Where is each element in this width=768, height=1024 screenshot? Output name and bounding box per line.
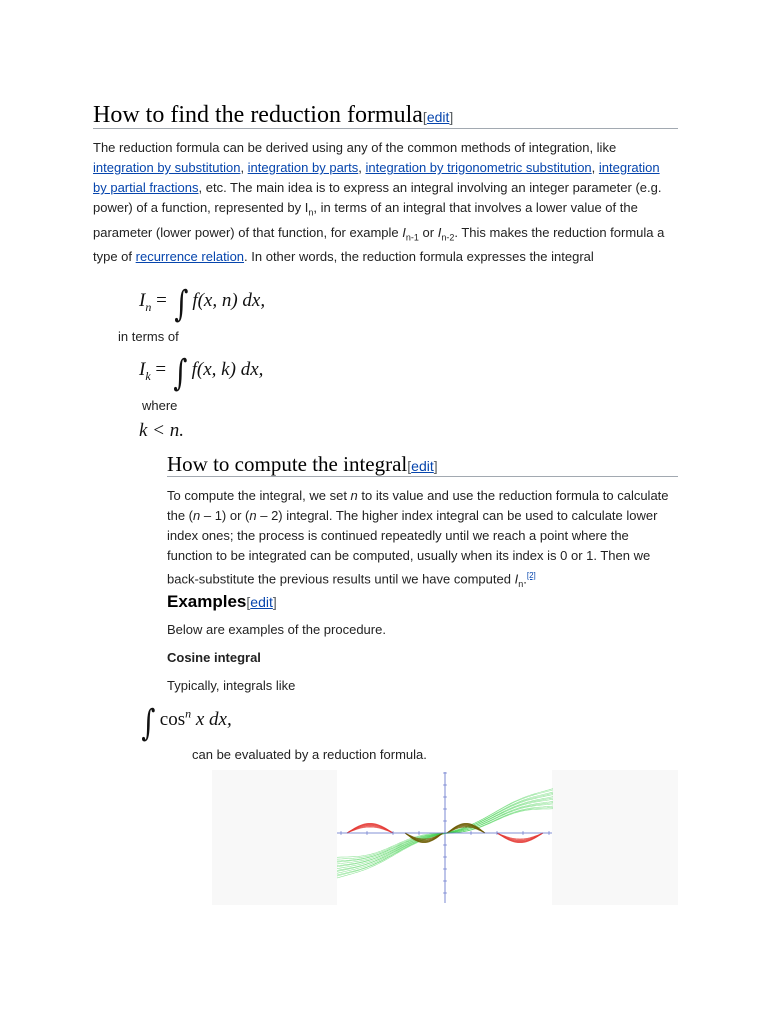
edit-section-link-wrap: [edit] — [407, 458, 438, 474]
examples-intro: Below are examples of the procedure. — [167, 622, 386, 637]
heading-text: How to compute the integral — [167, 452, 408, 476]
link-partial-fractions[interactable]: integration by partial fractions — [93, 160, 660, 195]
cosine-integral-heading: Cosine integral — [167, 650, 261, 665]
link-trigonometric-substitution[interactable]: integration by trigonometric substitution — [365, 160, 592, 175]
edit-link[interactable]: edit — [411, 458, 434, 474]
formula-Ik: $I_k$ = ∫ f(x, k) dx, — [139, 353, 264, 394]
heading-text: How to find the reduction formula — [93, 102, 423, 128]
evaluated-text: can be evaluated by a reduction formula. — [192, 747, 427, 762]
typically-text: Typically, integrals like — [167, 678, 296, 693]
formula-In: $I_n$ = ∫ f(x, n) dx, — [139, 284, 266, 325]
edit-link[interactable]: edit — [426, 109, 450, 125]
link-recurrence-relation[interactable]: recurrence relation — [135, 249, 245, 265]
edit-section-link-wrap: [edit] — [422, 109, 454, 125]
cosine-power-plot-figure — [212, 770, 678, 905]
in-terms-of-label: in terms of — [118, 329, 179, 344]
intro-paragraph: The reduction formula can be derived using any of the common methods of integration, like integration by substitution, integration by parts, integration by trigonometric substitution, integration by partial fractions, etc. The main idea is to express an integral involving an integer parameter (e.g. power) of a function, represented by $I_n$, in terms of an integral that involves a lower value of the parameter (lower power) of that function, for example $I_{n-1}$ or $I_{n-2}$. This makes the reduction formula a type of recurrence relation. In other words, the reduction formula expresses the integral — [93, 140, 665, 265]
link-integration-by-parts[interactable]: integration by parts — [247, 160, 359, 175]
heading-rule — [93, 128, 678, 129]
integral-sign-icon: ∫ — [173, 284, 188, 325]
formula-cos-n: ∫ $\cos^n x$ dx, — [141, 703, 232, 744]
section-heading-examples — [167, 590, 277, 614]
edit-link[interactable]: edit — [250, 594, 273, 610]
citation-link[interactable]: [2] — [526, 571, 536, 580]
integral-sign-icon: ∫ — [173, 353, 188, 394]
heading-rule — [167, 476, 678, 477]
heading-text: Examples — [167, 592, 247, 611]
formula-k-less-n: k < n. — [139, 420, 185, 441]
where-label: where — [142, 398, 178, 413]
integral-sign-icon: ∫ — [141, 703, 156, 744]
cosine-power-plot — [212, 770, 678, 905]
edit-section-link-wrap: [edit] — [246, 594, 277, 610]
compute-paragraph: To compute the integral, we set n to its value and use the reduction formula to calculate the (n – 1) or (n – 2) integral. The higher index integral can be used to calculate lower index ones; the process is continued repeatedly until we reach a point where the function to be integrated can be computed, usually when its index is 0 or 1. Then we back-substitute the previous results until we have computed $I_n.[2]$ — [167, 488, 669, 589]
link-integration-by-substitution[interactable]: integration by substitution — [93, 160, 241, 175]
